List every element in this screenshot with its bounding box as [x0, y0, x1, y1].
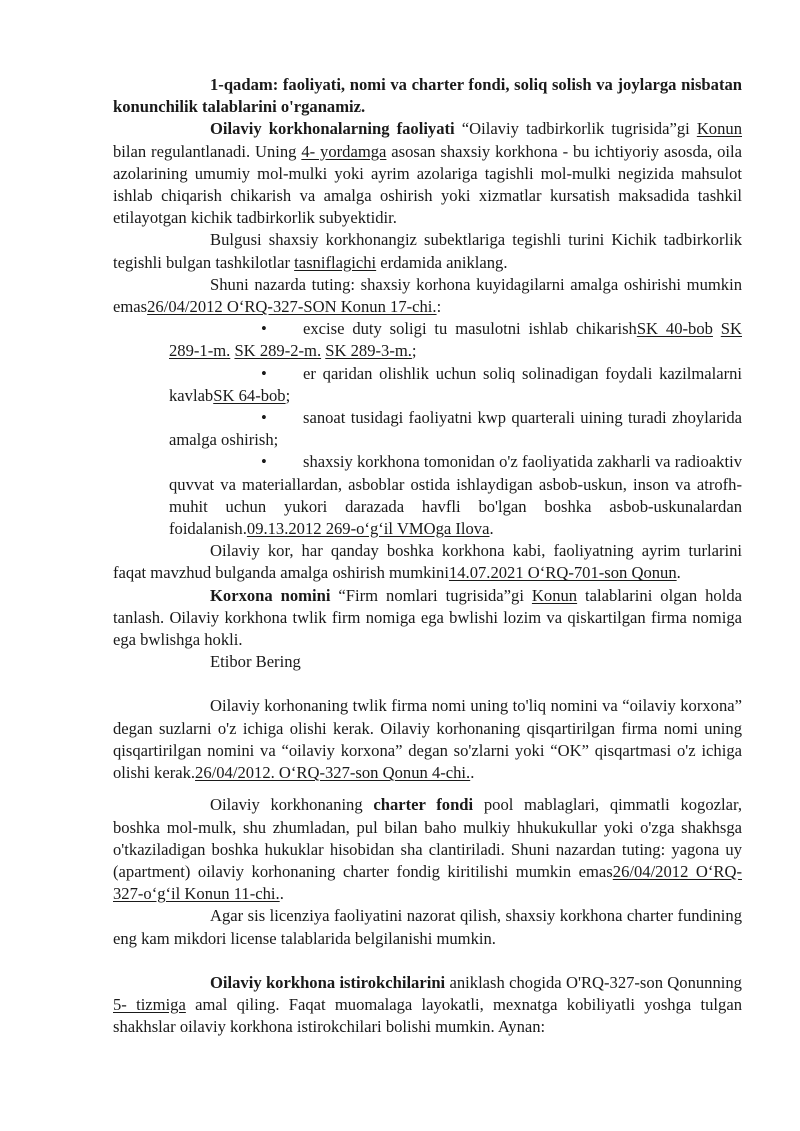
law-link[interactable]: Konun: [696, 119, 742, 139]
name-term: Korxona nomini: [210, 585, 331, 605]
text: “Firm nomlari tugrisida”gi: [330, 585, 532, 605]
tax-code-link[interactable]: SK 289-3-m.: [325, 341, 412, 361]
bullet-icon: •: [261, 319, 267, 339]
list-item: [169, 363, 742, 407]
text: Oilaviy korhonaning twlik firma nomi uning to'liq nomini va “oilaviy korxona” degan suzlarni o'z ichiga olishi kerak. Oilaviy korhonaning qisqartirilgan firma nomi uning qisqartirilgan nomini va “oilaviy korxona” degan so'zlarni yoki “OK” qisqartmasi o'z ichiga olishi kerak.: [113, 696, 742, 783]
text: Shuni nazarda tuting: shaxsiy korhona kuyidagilarni amalga oshirishi mumkin emas: [113, 274, 742, 317]
paragraph-classifier: [113, 229, 742, 273]
paragraph-activity: [113, 118, 742, 229]
paragraph-firm-name: [113, 695, 742, 784]
article-4-link[interactable]: 4- yordamga: [301, 141, 387, 161]
text: sanoat tusidagi faoliyatni kwp quarterali uining turadi zhoylarida amalga oshirish;: [169, 408, 742, 450]
list-item: [169, 407, 742, 451]
law-4-link[interactable]: 26/04/2012. O‘RQ-327-son Qonun 4-chi.: [195, 763, 471, 783]
bullet-icon: •: [261, 363, 267, 383]
resolution-link[interactable]: 09.13.2012 269-o‘g‘il VMOga Ilova: [246, 519, 490, 539]
bullet-icon: •: [261, 408, 267, 428]
tax-code-link[interactable]: SK 40-bob: [636, 319, 713, 339]
paragraph-licensing: [113, 540, 742, 584]
text: shaxsiy korkhona tomonidan o'z faoliyatida zakharli va radioaktiv quvvat va materiallardan, asboblar ostida ishlaydigan asbob-uskun, inson va atrofh-muhit uchun yukori darazada havfli bo'lgan boshka asbob-uskunalardan foidalanish.: [169, 452, 742, 539]
paragraph-participants: [113, 972, 742, 1039]
classifier-link[interactable]: tasniflagichi: [294, 252, 377, 272]
law-11-link[interactable]: 26/04/2012 O‘RQ-327-o‘g‘il Konun 11-chi.: [113, 861, 742, 904]
text: talablarini olgan holda tanlash. Oilaviy korkhona twlik firm nomiga ega bwlishi lozim va qiskartilgan firma nomiga ega bwlishga hokli.: [113, 585, 742, 650]
law-701-link[interactable]: 14.07.2021 O‘RQ-701-son Qonun: [448, 563, 677, 583]
bullet-icon: •: [261, 452, 267, 472]
text: amal qiling. Faqat muomalaga layokatli, mexnatga kobiliyatli yoshga tulgan shakhslar oilaviy korkhona istirokchilari bolishi mumkin. Aynan:: [113, 994, 742, 1037]
paragraph-name: [113, 585, 742, 652]
section-heading: 1-qadam: faoliyati, nomi va charter fondi, soliq solish va joylarga nisbatan konunchilik talablarini o'rganamiz.: [113, 75, 742, 117]
list-item: [169, 318, 742, 362]
text: excise duty soligi tu masulotni ishlab chikarish: [303, 319, 637, 339]
law-17-link[interactable]: 26/04/2012 O‘RQ-327-SON Konun 17-chi.: [147, 297, 437, 317]
text: Oilaviy kor, har qanday boshka korkhona kabi, faoliyatning ayrim turlarini faqat mavzhud bulganda amalga oshirish mumkini: [113, 541, 742, 583]
article-5-link[interactable]: 5- tizmiga: [113, 994, 186, 1014]
text: :: [436, 297, 442, 317]
text: pool mablaglari, qimmatli kogozlar, boshka mol-mulk, shu zhumladan, pul bilan baho mulkiy hhukukullar yoki o'zga shakhsga o'tkaziladigan boshka hukuklar hisobidan sha clantiriladi. Shuni nazardan tuting: yagona uy (apartment) oilaviy korhonaning charter fondig kiritilishi mumkin emas: [113, 795, 742, 881]
tax-code-link[interactable]: SK 64-bob: [213, 385, 286, 405]
paragraph-charter-fund: [113, 794, 742, 905]
spacer: [113, 673, 742, 695]
spacer: [113, 950, 742, 972]
text: er qaridan olishlik uchun soliq solinadigan foydali kazilmalarni kavlab: [169, 363, 742, 405]
text: erdamida aniklang.: [376, 252, 508, 272]
text: Bulgusi shaxsiy korkhonangiz subektlariga tegishli turini Kichik tadbirkorlik tegishli bulgan tashkilotlar: [113, 230, 742, 272]
paragraph-restrictions: [113, 274, 742, 318]
text: “Oilaviy tadbirkorlik tugrisida”gi: [454, 119, 697, 139]
spacer: [113, 784, 742, 794]
list-item: [169, 451, 742, 540]
text: aniklash chogida O'RQ-327-son Qonunning: [445, 972, 742, 992]
participants-term: Oilaviy korkhona istirokchilarini: [210, 972, 446, 992]
text: Oilaviy korkhonaning: [210, 795, 374, 815]
text: .: [676, 563, 681, 583]
text: asosan shaxsiy korkhona - bu ichtiyoriy asosda, oila azolarining umumiy mol-mulki yoki ayrim azolariga tagishli mol-mulki negizida mahsulot ishlab chiqarish chikarish va amalga oshirish yoki xizmatlar kursatish maksadida tashkil etilayotgan kichik tadbirkorlik subyektidir.: [113, 141, 743, 228]
text: .: [489, 519, 494, 539]
charter-fund-term: charter fondi: [373, 795, 474, 815]
paragraph-license: Agar sis licenziya faoliyatini nazorat qilish, shaxsiy korkhona charter fundining eng kam mikdori license talablarida belgilanishi mumkin.: [113, 906, 742, 948]
text: .: [470, 763, 475, 783]
attention-note: Etibor Bering: [210, 652, 301, 672]
activity-term: Oilaviy korkhonalarning faoliyati: [210, 119, 455, 139]
firm-names-law-link[interactable]: Konun: [531, 585, 578, 605]
tax-code-link[interactable]: SK 289-1-m.: [169, 319, 742, 361]
text: bilan regulantlanadi. Uning: [113, 141, 302, 161]
text: ;: [285, 385, 291, 405]
text: .: [279, 884, 284, 904]
tax-code-link[interactable]: SK 289-2-m.: [234, 341, 322, 361]
text: ;: [411, 341, 417, 361]
